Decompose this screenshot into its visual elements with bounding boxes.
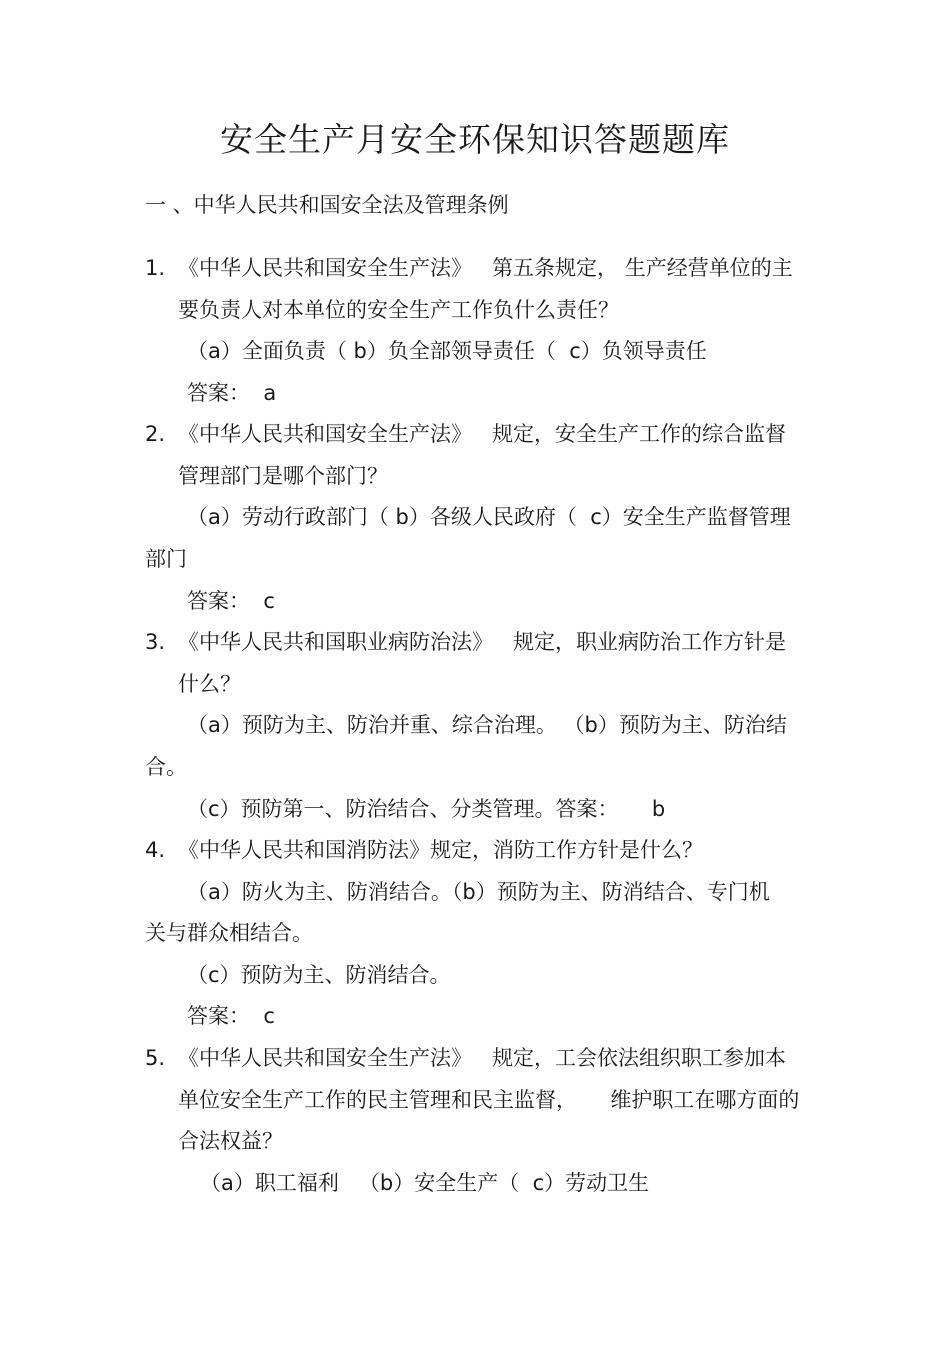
question-number: 2. [145, 422, 166, 446]
answer-options: （a）全面负责（ b）负全部领导责任（ c）负领导责任 [187, 339, 707, 363]
answer-options: 部门 [145, 547, 187, 571]
page-title: 安全生产月安全环保知识答题题库 [220, 120, 730, 159]
answer-options: （a）职工福利 （b）安全生产（ c）劳动卫生 [200, 1171, 650, 1195]
answer-options: 合。 [145, 755, 187, 779]
question-text: 《中华人民共和国安全生产法》 第五条规定， 生产经营单位的主 [178, 256, 793, 280]
answer-key: 答案： a [187, 381, 277, 405]
question-number: 5. [145, 1046, 166, 1070]
answer-options: （a）防火为主、防消结合。（b）预防为主、防消结合、专门机 [187, 880, 770, 904]
question-text: 合法权益？ [178, 1129, 283, 1153]
question-number: 1. [145, 256, 166, 280]
question-number: 4. [145, 838, 166, 862]
question-text: 什么？ [178, 672, 241, 696]
question-text: 《中华人民共和国职业病防治法》 规定，职业病防治工作方针是 [178, 630, 787, 654]
question-text: 《中华人民共和国安全生产法》 规定，安全生产工作的综合监督 [178, 422, 787, 446]
question-number: 3. [145, 630, 166, 654]
answer-options: （c）预防第一、防治结合、分类管理。答案： b [187, 797, 666, 821]
question-text: 单位安全生产工作的民主管理和民主监督， 维护职工在哪方面的 [178, 1088, 800, 1112]
answer-options: （a）劳动行政部门（ b）各级人民政府（ c）安全生产监督管理 [187, 505, 791, 529]
answer-options: 关与群众相结合。 [145, 921, 313, 945]
question-text: 管理部门是哪个部门？ [178, 464, 388, 488]
answer-key: 答案： c [187, 1004, 275, 1028]
answer-options: （a）预防为主、防治并重、综合治理。 （b）预防为主、防治结 [187, 713, 787, 737]
question-text: 要负责人对本单位的安全生产工作负什么责任？ [178, 298, 619, 322]
answer-key: 答案： c [187, 589, 275, 613]
section-heading: 一 、中华人民共和国安全法及管理条例 [145, 193, 509, 217]
question-text: 《中华人民共和国消防法》规定，消防工作方针是什么？ [178, 838, 703, 862]
question-text: 《中华人民共和国安全生产法》 规定，工会依法组织职工参加本 [178, 1046, 787, 1070]
answer-options: （c）预防为主、防消结合。 [187, 963, 451, 987]
